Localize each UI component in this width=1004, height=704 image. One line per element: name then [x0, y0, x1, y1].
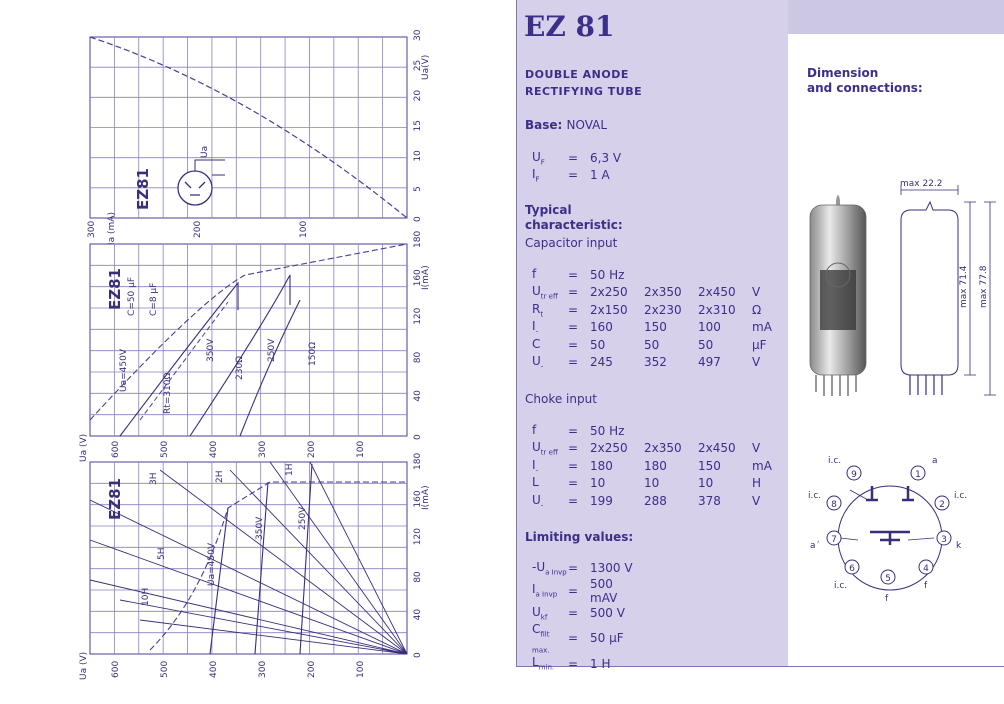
graph-1	[87, 29, 431, 245]
capacitor-cell: 100	[698, 320, 721, 335]
choke-cell: 180	[644, 458, 667, 473]
choke-cell: H	[752, 476, 762, 491]
graph3-curve-label-3: 250V	[298, 506, 308, 530]
typical-heading	[525, 203, 623, 233]
limiting-cell: =	[568, 583, 579, 598]
capacitor-cell: =	[568, 337, 579, 352]
graph2-tube-label: EZ81	[106, 268, 124, 310]
graph3-right-tick: 180	[413, 452, 423, 470]
limiting-symbol: $I_{a Invp}$	[532, 582, 558, 599]
choke-table	[526, 422, 772, 510]
graph2-bottom-tick: 600	[111, 440, 121, 458]
pin-number: 5	[885, 574, 891, 584]
limiting-cell: =	[568, 606, 579, 621]
capacitor-row	[526, 266, 772, 284]
capacitor-cell: V	[752, 355, 761, 370]
choke-symbol: $U_-$	[532, 492, 544, 509]
graph2-res-label-1: Rt=310Ω	[163, 372, 173, 414]
choke-cell: 10	[590, 476, 606, 491]
pin-label-f-bottom: f	[885, 594, 889, 604]
limiting-cell: 50 µF	[590, 631, 624, 646]
capacitor-cell: 2x230	[644, 302, 682, 317]
dim-width: max 22.2	[900, 179, 943, 189]
limiting-cell: 1300 V	[590, 560, 633, 575]
capacitor-symbol: C	[532, 336, 541, 351]
graph3-curve-label-2: 350V	[255, 516, 265, 540]
pin-label-ic-bottom: i.c.	[834, 581, 848, 591]
graph3-bottom-tick: 100	[356, 660, 366, 678]
filament-table	[526, 149, 621, 184]
capacitor-cell: 50	[644, 337, 660, 352]
pin-label-a-prime: a´	[810, 541, 821, 551]
choke-symbol: f	[532, 422, 537, 437]
graph2-curve-label-3: 250V	[267, 338, 277, 362]
choke-cell: mA	[752, 458, 772, 473]
capacitor-row	[526, 336, 772, 354]
choke-cell	[698, 422, 752, 440]
limiting-symbol: $-U_{a Invp}$	[532, 559, 567, 576]
graph1-right-tick: 10	[413, 150, 423, 162]
capacitor-row	[526, 354, 772, 372]
choke-cell: 288	[644, 493, 667, 508]
pin-label-f-right: f	[924, 581, 928, 591]
choke-symbol: $U_{tr eff}$	[532, 440, 558, 457]
limiting-cell: 1 H	[590, 656, 611, 671]
limiting-row	[526, 655, 644, 673]
graph3-curve-label-1: Ua=450V	[207, 543, 217, 586]
limiting-symbol: $U_{kf}$	[532, 605, 548, 622]
graph3-bottom-tick: 300	[258, 660, 268, 678]
graph2-bottom-tick: 400	[209, 440, 219, 458]
choke-cell: V	[752, 493, 761, 508]
capacitor-symbol: $I_-$	[532, 319, 539, 336]
choke-row	[526, 492, 772, 510]
choke-cell: 2x350	[644, 441, 682, 456]
graph3-right-tick: 120	[413, 528, 423, 546]
graph2-right-tick: 40	[413, 390, 423, 402]
limiting-row	[526, 559, 644, 577]
graph3-ind-label-5: 10H	[141, 587, 151, 606]
limiting-row	[526, 605, 644, 623]
tube-symbol-icon	[178, 171, 212, 205]
tube-subtitle	[525, 66, 642, 100]
capacitor-cell: =	[568, 267, 579, 282]
capacitor-cell: µF	[752, 337, 767, 352]
choke-cell: 180	[590, 458, 613, 473]
choke-cell: 378	[698, 493, 721, 508]
graph3-right-axis-label: I(mA)	[421, 485, 431, 510]
pin-label-a-top: a	[932, 456, 938, 466]
limiting-symbol: $C_{filt max.}$	[532, 622, 550, 655]
capacitor-cell: =	[568, 320, 579, 335]
capacitor-cell: =	[568, 302, 579, 317]
pin-number: 2	[939, 500, 945, 510]
graph1-right-tick: 30	[413, 29, 423, 41]
graph1-bottom-tick: 200	[193, 220, 203, 238]
choke-cell: 10	[644, 476, 660, 491]
capacitor-cell: 2x450	[698, 285, 736, 300]
limiting-table	[526, 559, 644, 672]
graph1-right-tick: 5	[413, 186, 423, 192]
pin-label-ic-top: i.c.	[828, 456, 842, 466]
graph3-bottom-tick: 500	[160, 660, 170, 678]
graph2-right-tick: 180	[413, 230, 423, 248]
capacitor-cell: 352	[644, 355, 667, 370]
capacitor-row	[526, 319, 772, 337]
subtitle-line-2: RECTIFYING TUBE	[525, 85, 643, 98]
graph2-curve-label-2: 350V	[206, 338, 216, 362]
pin-number: 8	[831, 500, 837, 510]
capacitor-cell: 245	[590, 355, 613, 370]
graph3-tube-label: EZ81	[106, 478, 124, 520]
base-value: NOVAL	[566, 118, 608, 132]
capacitor-cell: 150	[644, 320, 667, 335]
tube-photo-icon	[810, 195, 866, 396]
capacitor-cell: 2x150	[590, 302, 628, 317]
pin-number: 6	[849, 564, 855, 574]
graph2-bottom-tick: 300	[258, 440, 268, 458]
graph3-ind-label-4: 5H	[157, 547, 167, 560]
graph3-bottom-tick: 200	[307, 660, 317, 678]
limiting-cell: 500 V	[590, 606, 625, 621]
graph1-bottom-tick: 100	[299, 220, 309, 238]
capacitor-cell: 50	[698, 337, 714, 352]
pin-label-ic-right: i.c.	[954, 491, 968, 501]
pin-number: 1	[915, 470, 921, 480]
capacitor-cell: V	[752, 285, 761, 300]
graph2-res-label-2: 230Ω	[235, 355, 245, 380]
graph2-bottom-tick: 200	[307, 440, 317, 458]
graph3-right-tick: 160	[413, 490, 423, 508]
capacitor-cell: 2x250	[590, 285, 628, 300]
capacitor-cell: 2x310	[698, 302, 736, 317]
capacitor-table	[526, 266, 772, 371]
limiting-cell: =	[568, 656, 579, 671]
capacitor-cell: 50 Hz	[590, 267, 625, 282]
filament-row: $U_F$ = 6,3 V	[532, 149, 622, 166]
tube-title: EZ 81	[524, 10, 615, 43]
graph2-right-tick: 120	[413, 307, 423, 325]
graph2-right-axis-label: I(mA)	[421, 265, 431, 290]
graph1-ua-symbol: Ua	[200, 145, 210, 158]
graph1-right-tick: 20	[413, 89, 423, 102]
dimension-heading-line-1: Dimension	[807, 66, 879, 80]
capacitor-cell: 497	[698, 355, 721, 370]
graph2-bottom-tick: 100	[356, 440, 366, 458]
choke-cell: 10	[698, 476, 714, 491]
choke-cell: =	[568, 441, 579, 456]
choke-cell: =	[568, 493, 579, 508]
graph-2	[79, 231, 431, 462]
choke-cell: 199	[590, 493, 613, 508]
pin-number: 3	[941, 535, 947, 545]
pin-number: 4	[923, 564, 929, 574]
choke-row	[526, 440, 772, 458]
limiting-cell: =	[568, 560, 579, 575]
dim-height-1: max 71.4	[959, 265, 969, 308]
capacitor-symbol: $R_t$	[532, 301, 544, 318]
graph1-right-tick: 25	[413, 59, 423, 72]
typical-heading-line-2: characteristic:	[525, 218, 623, 232]
choke-cell: 2x450	[698, 441, 736, 456]
graph2-curve-label-1: Ua=450V	[119, 349, 129, 392]
limiting-row	[526, 577, 644, 605]
choke-label: Choke input	[525, 392, 597, 406]
capacitor-row	[526, 284, 772, 302]
choke-row	[526, 422, 772, 440]
graph3-bottom-tick: 600	[111, 660, 121, 678]
graph1-tube-label: EZ81	[134, 168, 152, 210]
graph3-right-tick: 40	[413, 608, 423, 621]
graph3-right-tick: 0	[413, 652, 423, 658]
capacitor-symbol: $U_{tr eff}$	[532, 284, 558, 301]
dim-height-2: max 77.8	[979, 265, 989, 308]
graph2-res-label-3: 150Ω	[308, 341, 318, 366]
capacitor-label: Capacitor input	[525, 236, 618, 250]
capacitor-cell: mA	[752, 320, 772, 335]
choke-row	[526, 457, 772, 475]
graph2-bottom-tick: 500	[160, 440, 170, 458]
choke-cell: 150	[698, 458, 721, 473]
capacitor-cell: 160	[590, 320, 613, 335]
dimension-drawing	[788, 160, 1004, 610]
choke-cell: =	[568, 476, 579, 491]
graph3-bottom-axis-label: Ua (V)	[79, 651, 89, 680]
base-label: Base:	[525, 118, 563, 132]
choke-cell: =	[568, 458, 579, 473]
graph1-right-axis-label: Ua(V)	[421, 54, 431, 80]
capacitor-row	[526, 301, 772, 319]
choke-symbol: L	[532, 475, 539, 490]
graph3-ind-label-1: 3H	[149, 472, 159, 485]
choke-cell	[752, 422, 772, 440]
graph2-right-tick: 160	[413, 269, 423, 287]
capacitor-cell	[644, 266, 698, 284]
capacitor-cell: =	[568, 285, 579, 300]
dimension-heading-line-2: and connections:	[807, 81, 923, 95]
base-line	[525, 118, 607, 133]
capacitor-cell: 50	[590, 337, 606, 352]
choke-symbol: $I_-$	[532, 457, 539, 474]
capacitor-cell: =	[568, 355, 579, 370]
capacitor-cell: Ω	[752, 302, 762, 317]
limiting-cell: =	[568, 631, 579, 646]
graph1-right-tick: 15	[413, 120, 423, 132]
limiting-row	[526, 622, 644, 655]
graph2-c2: C=8 µF	[149, 282, 159, 316]
graph3-bottom-tick: 400	[209, 660, 219, 678]
graph1-bottom-axis-label: Ia (mA)	[107, 212, 117, 245]
pin-number: 7	[831, 535, 837, 545]
limiting-symbol: $L_{min.}$	[532, 655, 555, 672]
typical-heading-line-1: Typical	[525, 203, 572, 217]
dimension-heading	[807, 66, 923, 96]
subtitle-line-1: DOUBLE ANODE	[525, 68, 629, 81]
graph2-right-tick: 0	[413, 434, 423, 440]
graph2-bottom-axis-label: Ua (V)	[79, 433, 89, 462]
capacitor-symbol: $U_-$	[532, 354, 544, 371]
capacitor-cell: 2x350	[644, 285, 682, 300]
capacitor-symbol: f	[532, 266, 537, 281]
graph-3	[79, 453, 431, 680]
capacitor-cell	[698, 266, 752, 284]
choke-cell: =	[568, 423, 579, 438]
graph2-right-tick: 80	[413, 351, 423, 364]
limiting-heading: Limiting values:	[525, 530, 634, 544]
graph2-c1: C=50 µF	[127, 276, 137, 316]
pin-number: 9	[851, 470, 857, 480]
filament-row: $I_F$ = 1 A	[532, 167, 610, 184]
graph3-right-tick: 80	[413, 571, 423, 583]
choke-row	[526, 475, 772, 493]
limiting-cell: 500 mAV	[590, 576, 618, 605]
choke-cell	[644, 422, 698, 440]
graph3-ind-label-2: 2H	[215, 470, 225, 483]
choke-cell: 2x250	[590, 441, 628, 456]
pin-label-k: k	[956, 541, 962, 551]
choke-cell: 50 Hz	[590, 423, 625, 438]
graph3-ind-label-3: 1H	[285, 463, 295, 476]
graph1-bottom-tick: 300	[87, 220, 97, 238]
capacitor-cell	[752, 266, 772, 284]
graph1-right-tick: 0	[413, 216, 423, 222]
choke-cell: V	[752, 441, 761, 456]
pin-label-ic-left: i.c.	[808, 491, 822, 501]
